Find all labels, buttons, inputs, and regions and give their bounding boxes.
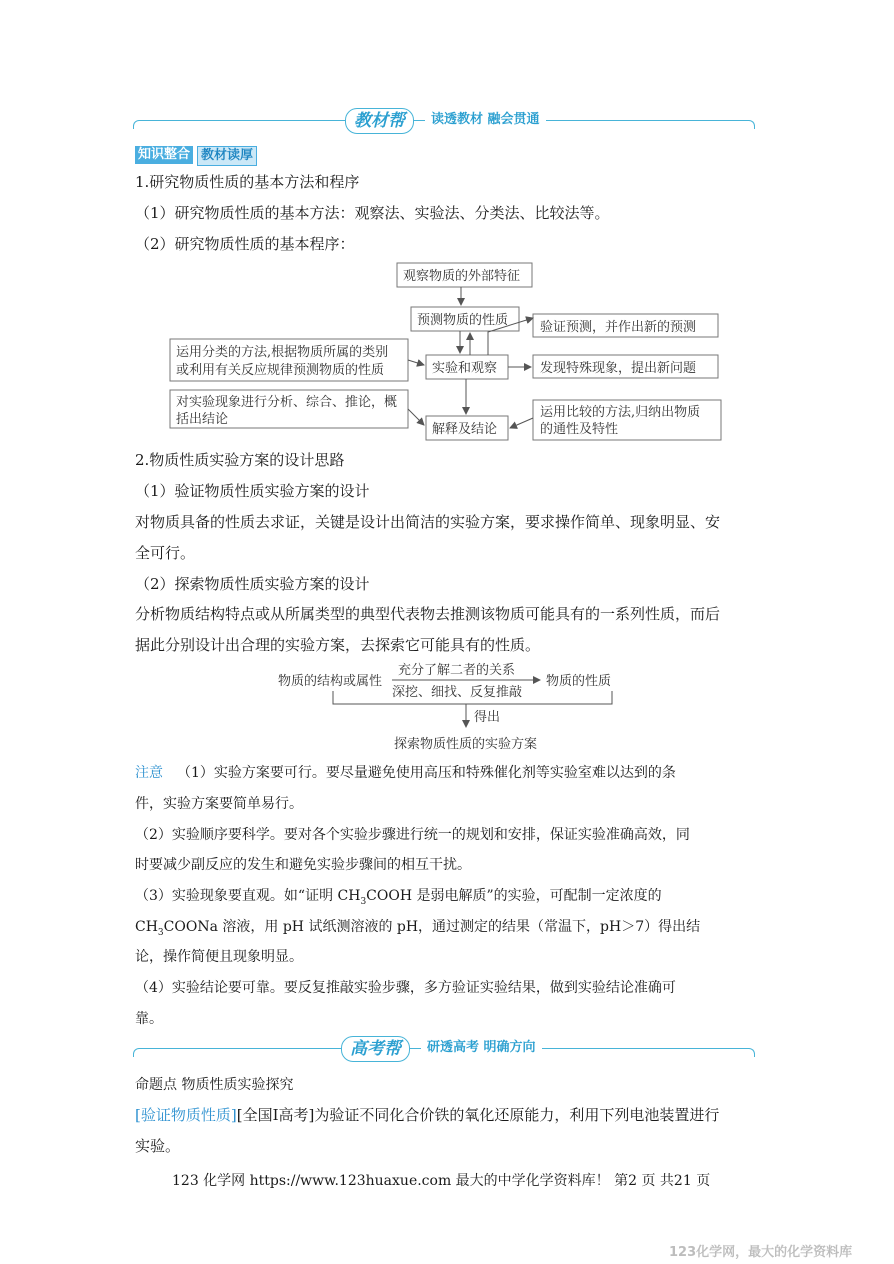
exam-question-line2: 实验。 (135, 1137, 181, 1155)
note-3a: （3）实验现象要直观。如“证明 $CH_3COOH$ 是弱电解质”的实验，可配制一定浓度的 (135, 888, 662, 907)
paragraph: 据此分别设计出合理的实验方案，去探索它可能具有的性质。 (135, 636, 541, 654)
flow-explain: 解释及结论 (432, 422, 498, 437)
flow2-right: 物质的性质 (546, 674, 612, 689)
exam-topic: 命题点 物质性质实验探究 (135, 1077, 294, 1093)
note-1b: 件，实验方案要简单易行。 (135, 796, 303, 812)
subheading: （2）探索物质性质实验方案的设计 (135, 575, 370, 593)
design-approach-diagram (0, 655, 894, 755)
flow-compare-1: 运用比较的方法,归纳出物质 (540, 405, 701, 420)
section-heading-2: 2.物质性质实验方案的设计思路 (135, 451, 345, 469)
note-3c: 论，操作简便且现象明显。 (135, 949, 303, 965)
flow-discover: 发现特殊现象，提出新问题 (540, 361, 697, 376)
note-4a: （4）实验结论要可靠。要反复推敲实验步骤，多方验证实验结果，做到实验结论准确可 (135, 980, 676, 996)
paragraph: （1）研究物质性质的基本方法：观察法、实验法、分类法、比较法等。 (135, 204, 610, 222)
note-3b: $CH_3COONa$ 溶液，用 pH 试纸测溶液的 pH，通过测定的结果（常温下，pH＞7）得出结 (135, 919, 701, 938)
paragraph: 分析物质结构特点或从所属类型的典型代表物去推测该物质可能具有的一系列性质，而后 (135, 605, 721, 623)
flow-classify-2: 或利用有关反应规律预测物质的性质 (176, 363, 385, 378)
paragraph: （2）研究物质性质的基本程序： (135, 235, 355, 253)
flow-verify: 验证预测，并作出新的预测 (540, 320, 697, 335)
flow-classify-1: 运用分类的方法,根据物质所属的类别 (176, 345, 389, 360)
subheading: （1）验证物质性质实验方案的设计 (135, 482, 370, 500)
banner-title: 教材帮 (345, 108, 414, 134)
flow2-result: 探索物质性质的实验方案 (394, 737, 538, 752)
watermark: 123化学网，最大的化学资料库 (669, 1245, 853, 1260)
chip-textbook: 教材读厚 (197, 146, 257, 166)
flow-analyze-1: 对实验现象进行分析、综合、推论，概 (176, 395, 398, 410)
banner-title: 高考帮 (341, 1036, 410, 1062)
flow2-below: 深挖、细找、反复推敲 (392, 685, 523, 700)
note-2a: （2）实验顺序要科学。要对各个实验步骤进行统一的规划和安排，保证实验准确高效，同 (135, 827, 690, 843)
flow-observe: 观察物质的外部特征 (403, 269, 521, 284)
section-heading-1: 1.研究物质性质的基本方法和程序 (135, 173, 360, 191)
section-banner-exam (133, 1036, 755, 1064)
chip-knowledge: 知识整合 (135, 146, 193, 164)
flow2-left: 物质的结构或属性 (278, 674, 383, 689)
note-4b: 靠。 (135, 1011, 163, 1027)
paragraph: 全可行。 (135, 544, 196, 562)
page-footer: 123 化学网 https://www.123huaxue.com 最大的中学化学资料库！ 第2 页 共21 页 (172, 1173, 711, 1189)
banner-tagline: 研透高考 明确方向 (421, 1039, 542, 1057)
note-1a: 注意 （1）实验方案要可行。要尽量避免使用高压和特殊催化剂等实验室难以达到的条 (135, 765, 676, 781)
note-2b: 时要减少副反应的发生和避免实验步骤间的相互干扰。 (135, 857, 471, 873)
paragraph: 对物质具备的性质去求证，关键是设计出简洁的实验方案，要求操作简单、现象明显、安 (135, 513, 721, 531)
flow-analyze-2: 括出结论 (176, 412, 229, 427)
note-label: 注意 (135, 765, 163, 781)
flow-compare-2: 的通性及特性 (540, 422, 619, 437)
banner-tagline: 读透教材 融会贯通 (425, 111, 546, 129)
research-procedure-flowchart (0, 0, 894, 460)
flow-experiment: 实验和观察 (432, 361, 498, 376)
exam-question-line1: [验证物质性质][全国Ⅰ高考]为验证不同化合价铁的氧化还原能力，利用下列电池装置进行 (135, 1106, 720, 1124)
flow2-get: 得出 (474, 710, 501, 725)
flow-predict: 预测物质的性质 (417, 313, 509, 328)
flow2-above: 充分了解二者的关系 (398, 663, 516, 678)
